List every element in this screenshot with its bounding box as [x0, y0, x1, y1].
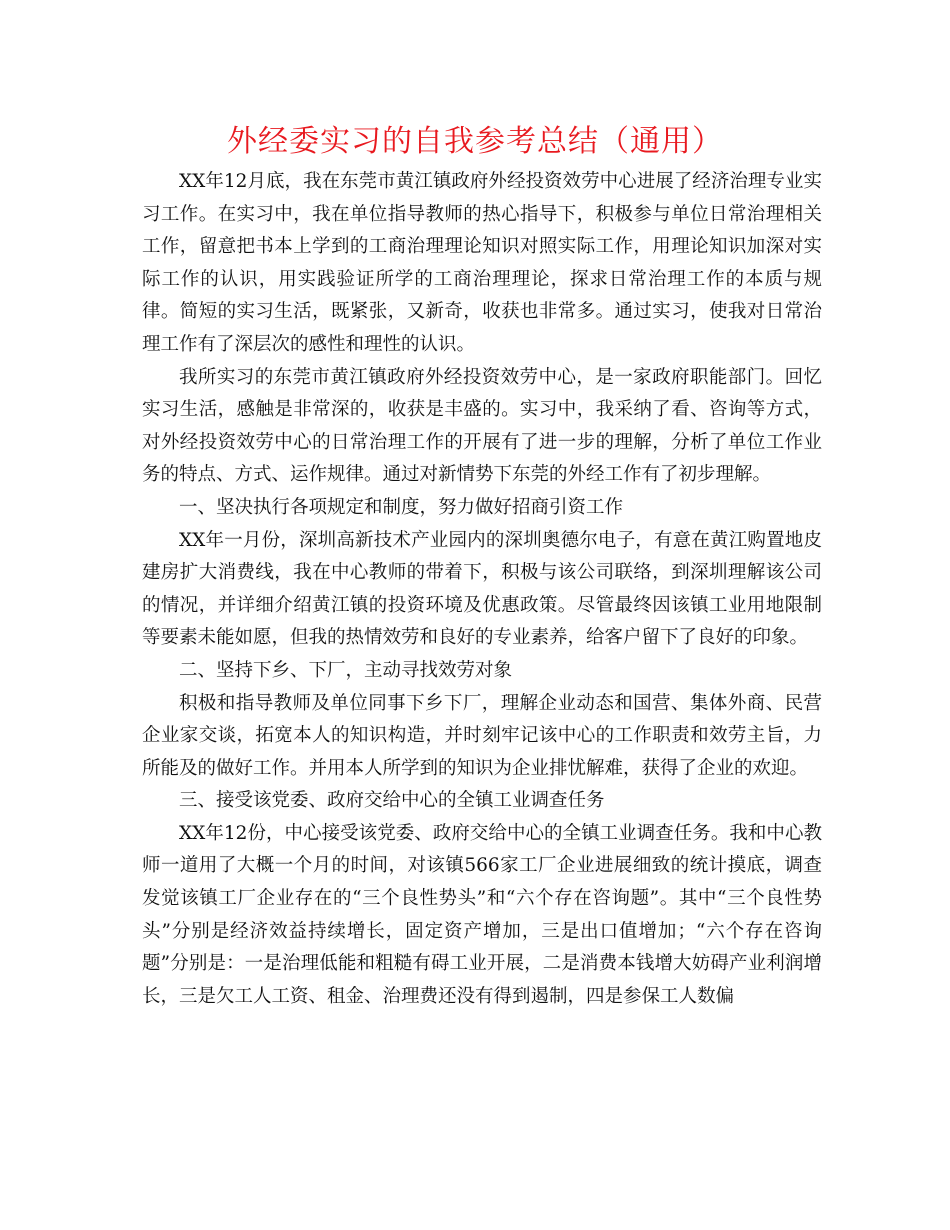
page-title: 外经委实习的自我参考总结（通用）: [227, 124, 723, 159]
section-heading-2: 二、坚持下乡、下厂，主动寻找效劳对象: [179, 659, 513, 681]
paragraph-section-3: XX年12份，中心接受该党委、政府交给中心的全镇工业调查任务。我和中心教师一道用了大概一个月的时间，对该镇566家工厂企业进展细致的统计摸底，调查发觉该镇工厂企业存在的“三个良性势头”和“六个存在咨询题”。其中“三个良性势头”分别是经济效益持续增长，固定资产增加，三是出口值增加；“六个存在咨询题”分别是：一是治理低能和粗糙有碍工业开展，二是消费本钱增大妨碍产业利润增长，三是欠工人工资、租金、治理费还没有得到遏制，四是参保工人数偏: [142, 822, 822, 1007]
document-body: [142, 166, 822, 1013]
section-heading-3: 三、接受该党委、政府交给中心的全镇工业调查任务: [179, 790, 605, 812]
paragraph-section-2: 积极和指导教师及单位同事下乡下厂，理解企业动态和国营、集体外商、民营企业家交谈，拓宽本人的知识构造，并时刻牢记该中心的工作职责和效劳主旨，力所能及的做好工作。并用本人所学到的知识为企业排忧解难，获得了企业的欢迎。: [142, 692, 822, 779]
paragraph-intro: XX年12月底，我在东莞市黄江镇政府外经投资效劳中心进展了经济治理专业实习工作。在实习中，我在单位指导教师的热心指导下，积极参与单位日常治理相关工作，留意把书本上学到的工商治理理论知识对照实际工作，用理论知识加深对实际工作的认识，用实践验证所学的工商治理理论，探求日常治理工作的本质与规律。简短的实习生活，既紧张，又新奇，收获也非常多。通过实习，使我对日常治理工作有了深层次的感性和理性的认识。: [142, 171, 822, 355]
section-heading-1: 一、坚决执行各项规定和制度，努力做好招商引资工作: [179, 496, 624, 518]
paragraph-section-1: XX年一月份，深圳高新技术产业园内的深圳奥德尔电子，有意在黄江购置地皮建房扩大消费线，我在中心教师的带着下，积极与该公司联络，到深圳理解该公司的情况，并详细介绍黄江镇的投资环境及优惠政策。尽管最终因该镇工业用地限制等要素未能如愿，但我的热情效劳和良好的专业素养，给客户留下了良好的印象。: [142, 529, 822, 649]
paragraph-overview: 我所实习的东莞市黄江镇政府外经投资效劳中心，是一家政府职能部门。回忆实习生活，感触是非常深的，收获是丰盛的。实习中，我采纳了看、咨询等方式，对外经投资效劳中心的日常治理工作的开展有了进一步的理解，分析了单位工作业务的特点、方式、运作规律。通过对新情势下东莞的外经工作有了初步理解。: [142, 366, 822, 486]
